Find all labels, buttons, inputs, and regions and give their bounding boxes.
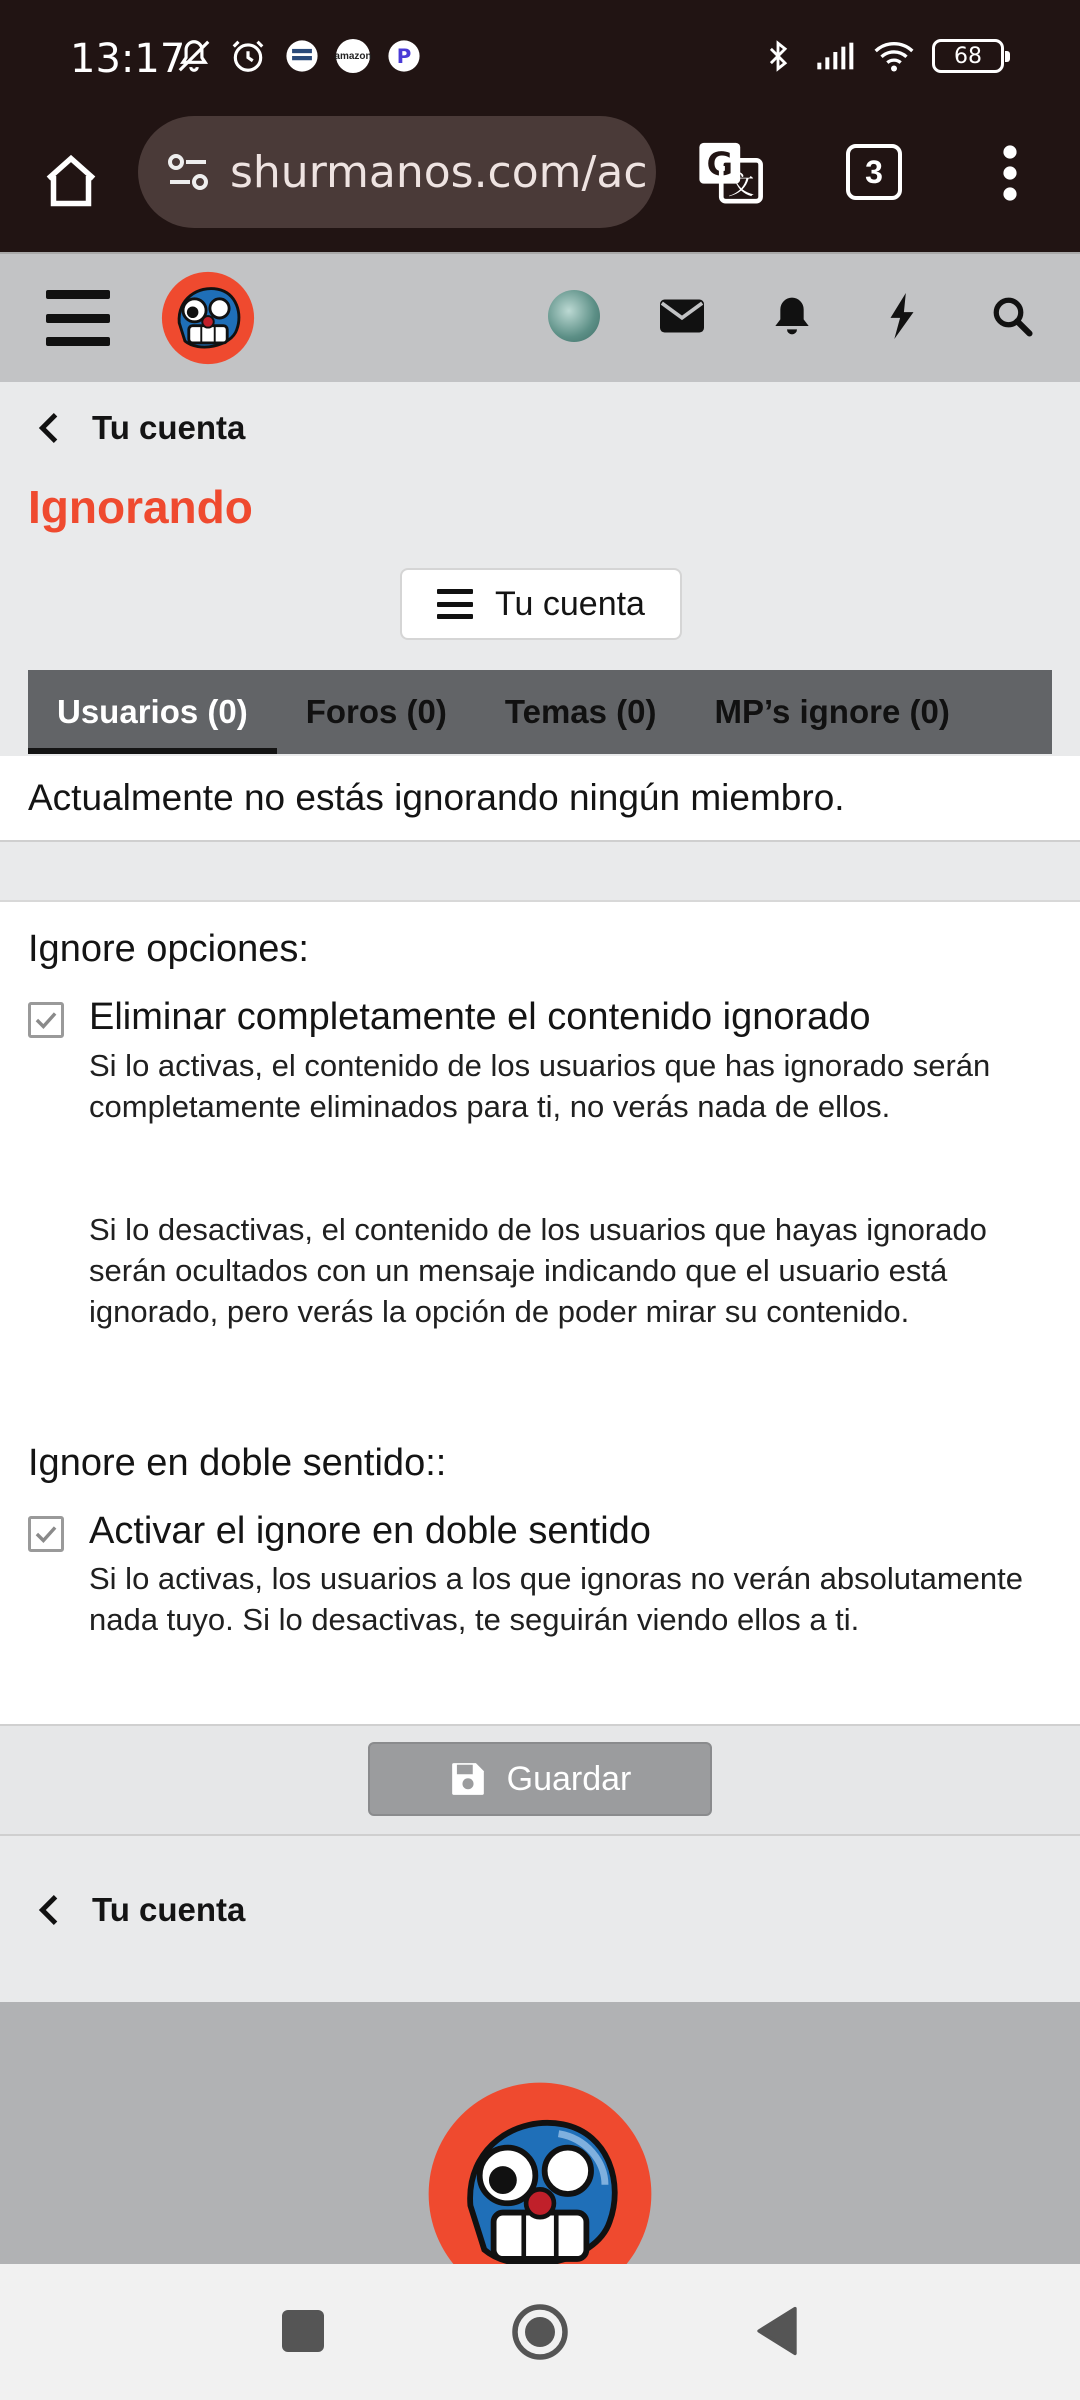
more-vert-icon [1000, 143, 1020, 203]
bell-icon [772, 294, 812, 338]
bluetooth-icon [758, 36, 798, 76]
battery-icon: 68 [932, 39, 1004, 73]
alarm-icon [228, 36, 268, 76]
remove-content-desc-1: Si lo activas, el contenido de los usuarios que has ignorado serán completamente eliminados para ti, no verás nada de ellos. [89, 1048, 991, 1124]
mute-icon [174, 36, 214, 76]
lightning-icon [887, 293, 917, 339]
footer-breadcrumb-label[interactable]: Tu cuenta [92, 1891, 246, 1928]
svg-text:P: P [396, 45, 412, 69]
tab-switcher-button[interactable]: 3 [846, 144, 902, 200]
check-icon [33, 1521, 59, 1547]
translate-button[interactable] [690, 136, 770, 208]
two-way-ignore-label[interactable]: Activar el ignore en doble sentido [89, 1510, 651, 1552]
system-icons [758, 36, 1004, 76]
site-settings-icon[interactable] [160, 144, 216, 200]
breadcrumb[interactable] [30, 408, 245, 448]
site-header [0, 252, 1080, 382]
hamburger-menu-button[interactable] [46, 290, 110, 346]
ignore-options-panel [0, 900, 1080, 1726]
two-way-ignore-desc: Si lo activas, los usuarios a los que ignoras no verán absolutamente nada tuyo. Si lo desactivas, te seguirán viendo ellos a ti. [89, 1561, 1023, 1637]
url-text: shurmanos.com/ac [230, 146, 648, 198]
avatar[interactable] [548, 290, 600, 342]
system-nav-bar [0, 2264, 1080, 2400]
account-menu-label: Tu cuenta [495, 584, 645, 623]
messages-button[interactable] [654, 288, 710, 344]
svg-text:G: G [706, 144, 733, 183]
ignore-tabs [28, 670, 1052, 754]
remove-content-checkbox[interactable] [28, 1002, 64, 1038]
two-way-ignore-heading: Ignore en doble sentido:: [28, 1442, 447, 1484]
menu-icon [437, 589, 473, 619]
home-nav-button[interactable] [510, 2302, 570, 2362]
browser-toolbar [0, 116, 1080, 252]
check-icon [33, 1007, 59, 1033]
browser-menu-button[interactable] [990, 140, 1030, 206]
signal-icon [816, 36, 856, 76]
status-bar [0, 0, 1080, 116]
search-button[interactable] [984, 288, 1040, 344]
remove-content-label[interactable]: Eliminar completamente el contenido ignorado [89, 996, 871, 1038]
tab-mps-ignore[interactable]: MP’s ignore (0) [714, 693, 950, 730]
p-icon [384, 36, 424, 76]
account-menu-button[interactable] [400, 568, 682, 640]
floppy-disk-icon [449, 1760, 487, 1798]
translate-icon [695, 137, 765, 207]
footer-breadcrumb[interactable] [30, 1890, 245, 1930]
tab-foros[interactable]: Foros (0) [305, 693, 447, 730]
tab-temas[interactable]: Temas (0) [504, 693, 657, 730]
url-bar[interactable] [138, 116, 656, 228]
page-title: Ignorando [28, 481, 253, 533]
home-button[interactable] [36, 146, 106, 216]
status-time: 13:17 [70, 36, 186, 82]
envelope-icon [660, 299, 704, 333]
site-logo[interactable] [160, 270, 256, 366]
svg-text:文: 文 [727, 170, 755, 201]
alerts-button[interactable] [764, 288, 820, 344]
footer-logo [424, 2078, 656, 2264]
form-submit-row [0, 1726, 1080, 1836]
ignore-options-heading: Ignore opciones: [28, 928, 309, 970]
breadcrumb-label[interactable]: Tu cuenta [92, 409, 246, 446]
save-label: Guardar [506, 1759, 632, 1798]
wifi-icon [874, 36, 914, 76]
tab-usuarios[interactable]: Usuarios (0) [28, 670, 277, 754]
chevron-left-icon [30, 408, 66, 448]
recents-button[interactable] [282, 2310, 324, 2352]
save-button[interactable] [368, 1742, 712, 1816]
home-icon [41, 151, 101, 211]
back-nav-button[interactable] [754, 2304, 800, 2358]
amazon-icon: amazon [336, 39, 370, 73]
two-way-ignore-checkbox[interactable] [28, 1516, 64, 1552]
site-footer [0, 2002, 1080, 2264]
empty-message: Actualmente no estás ignorando ningún miembro. [0, 756, 1080, 842]
chevron-left-icon [30, 1890, 66, 1930]
remove-content-desc-2: Si lo desactivas, el contenido de los usuarios que hayas ignorado serán ocultados con un mensaje indicando que el usuario está ignorado, pero verás la opción de poder mirar su contenido. [89, 1212, 987, 1329]
app-icon [282, 36, 322, 76]
whats-new-button[interactable] [874, 288, 930, 344]
search-icon [991, 295, 1033, 337]
notification-icons [174, 36, 424, 76]
header-actions [548, 288, 1040, 344]
